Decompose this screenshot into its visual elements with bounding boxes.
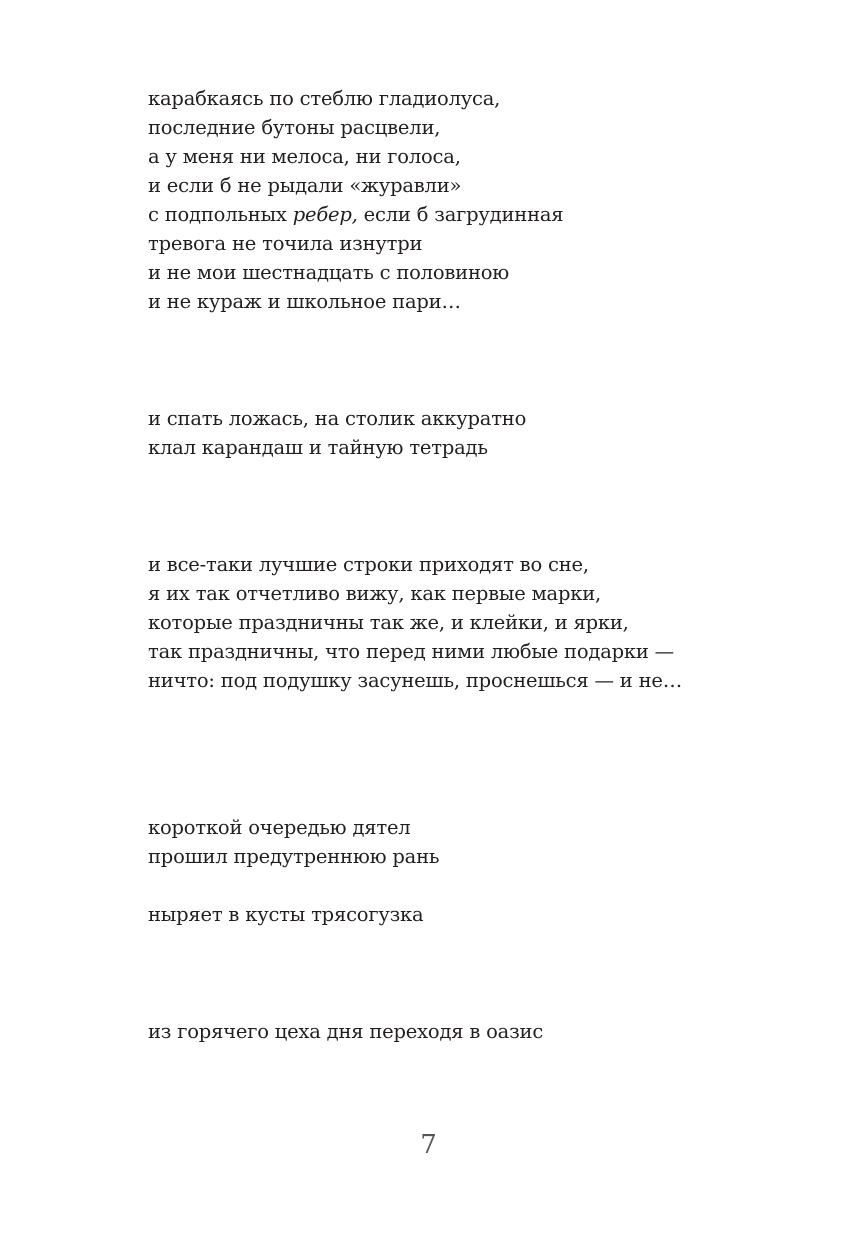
stanza-3 — [148, 550, 682, 695]
poem-line: короткой очередью дятел — [148, 816, 411, 839]
poem-line: карабкаясь по стеблю гладиолуса, — [148, 87, 501, 110]
page-number: 7 — [420, 1130, 437, 1160]
poem-line: и спать ложась, на столик аккуратно — [148, 407, 527, 430]
poem-line: и если б не рыдали «журавли» — [148, 174, 462, 197]
poem-line: которые праздничны так же, и клейки, и ярки, — [148, 611, 629, 634]
poem-line-with-italic — [148, 200, 563, 229]
poem-line-segment: с подпольных — [148, 203, 293, 226]
poem-line: тревога не точила изнутри — [148, 232, 423, 255]
stanza-5 — [148, 900, 423, 929]
poem-line: так праздничны, что перед ними любые подарки — — [148, 640, 674, 663]
stanza-4 — [148, 813, 439, 871]
poem-line: ныряет в кусты трясогузка — [148, 903, 424, 926]
poem-line: и не мои шестнадцать с половиною — [148, 261, 510, 284]
stanza-1 — [148, 84, 563, 316]
italic-word: ребер, — [292, 203, 358, 226]
poem-line: а у меня ни мелоса, ни голоса, — [148, 145, 461, 168]
poem-line: ничто: под подушку засунешь, проснешься — и не… — [148, 669, 683, 692]
poem-line: последние бутоны расцвели, — [148, 116, 441, 139]
poem-line-segment: если б загрудинная — [357, 203, 564, 226]
poem-line: клал карандаш и тайную тетрадь — [148, 436, 488, 459]
poem-line: из горячего цеха дня переходя в оазис — [148, 1020, 544, 1043]
poem-line: и не кураж и школьное пари… — [148, 290, 461, 313]
stanza-2 — [148, 404, 526, 462]
stanza-6 — [148, 1017, 543, 1046]
poem-line: прошил предутреннюю рань — [148, 845, 440, 868]
poem-line: я их так отчетливо вижу, как первые марки, — [148, 582, 602, 605]
poem-line: и все-таки лучшие строки приходят во сне, — [148, 553, 589, 576]
